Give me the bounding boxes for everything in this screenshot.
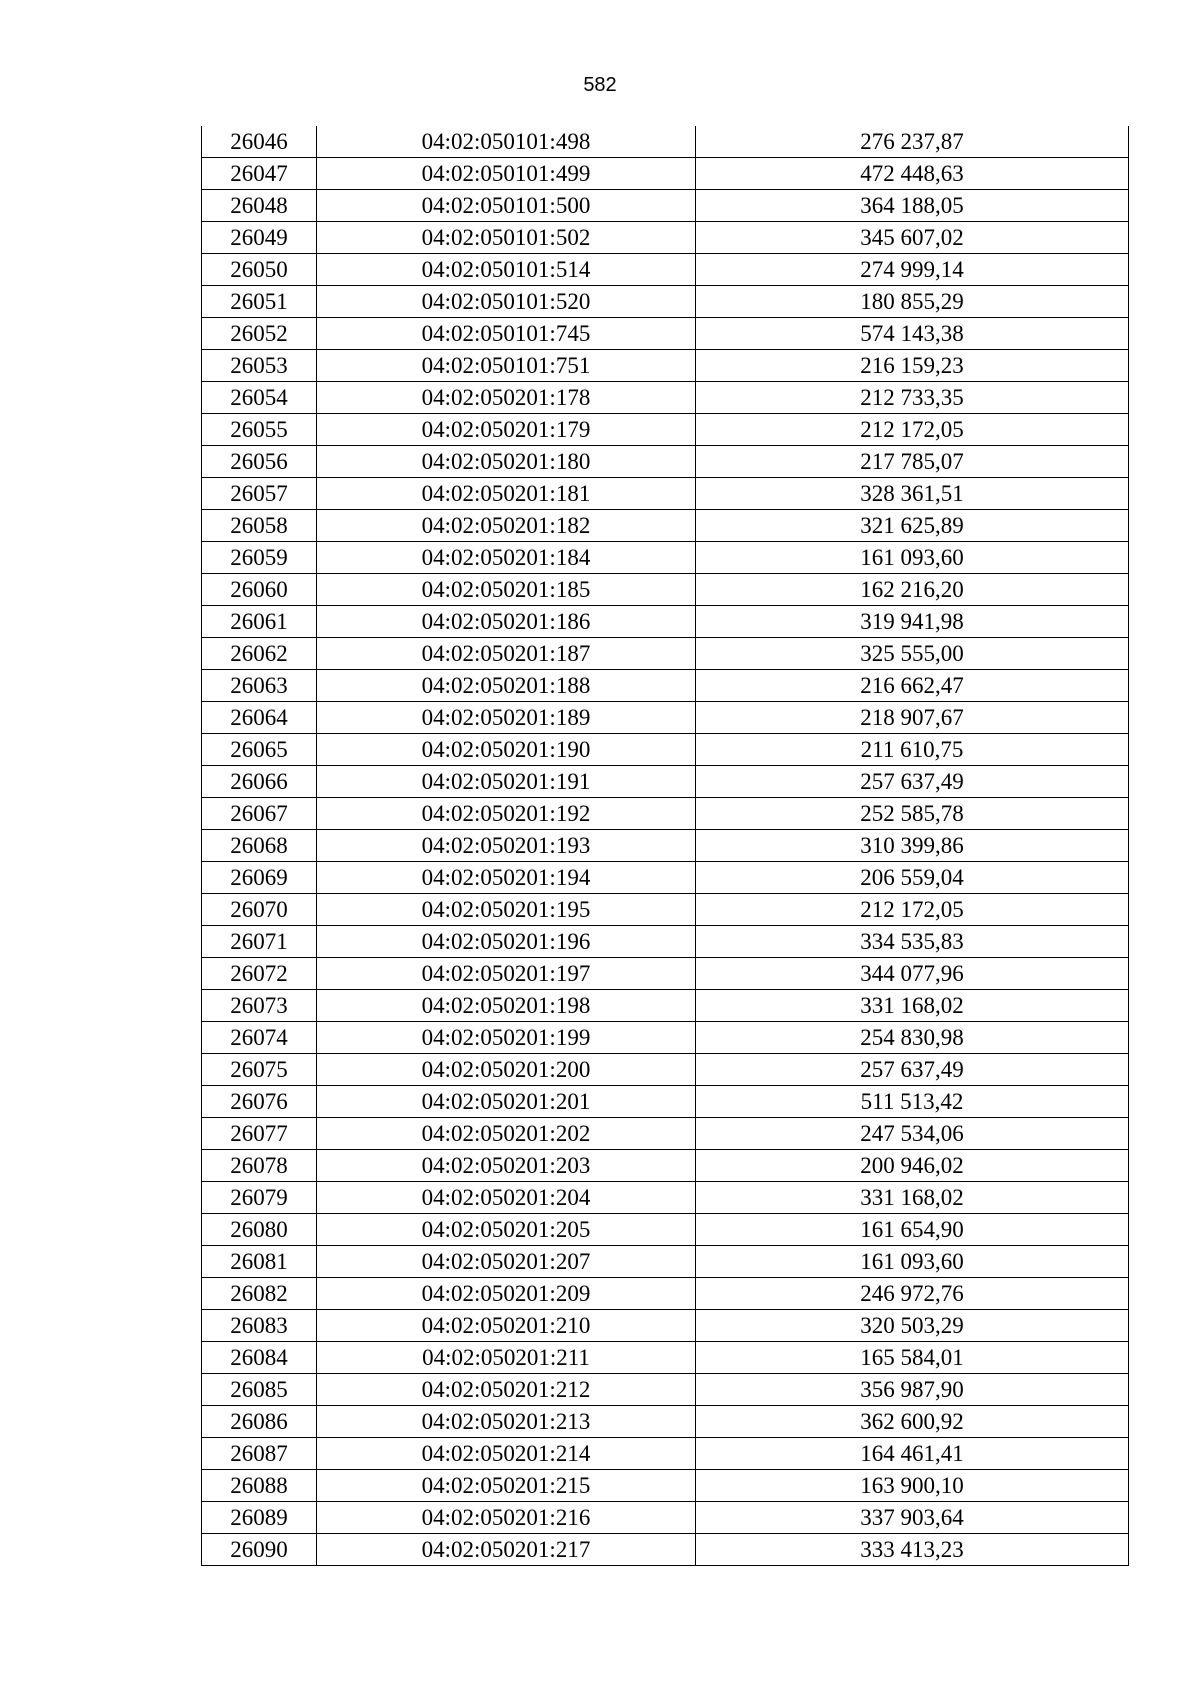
row-number-cell: 26064: [202, 702, 317, 734]
table-row: [202, 1118, 1129, 1150]
cadastral-number-cell: 04:02:050201:186: [317, 606, 696, 638]
cadastral-value-cell: 276 237,87: [696, 126, 1129, 158]
cadastral-value-cell: 161 654,90: [696, 1214, 1129, 1246]
cadastral-number-cell: 04:02:050101:500: [317, 190, 696, 222]
cadastral-value-cell: 333 413,23: [696, 1534, 1129, 1566]
cadastral-number-cell: 04:02:050201:195: [317, 894, 696, 926]
cadastral-value-cell: 345 607,02: [696, 222, 1129, 254]
cadastral-number-cell: 04:02:050201:199: [317, 1022, 696, 1054]
cadastral-number-cell: 04:02:050201:212: [317, 1374, 696, 1406]
cadastral-number-cell: 04:02:050201:200: [317, 1054, 696, 1086]
row-number-cell: 26086: [202, 1406, 317, 1438]
cadastral-number-cell: 04:02:050201:179: [317, 414, 696, 446]
cadastral-number-cell: 04:02:050101:498: [317, 126, 696, 158]
cadastral-number-cell: 04:02:050201:184: [317, 542, 696, 574]
table-row: [202, 894, 1129, 926]
cadastral-value-cell: 161 093,60: [696, 1246, 1129, 1278]
row-number-cell: 26069: [202, 862, 317, 894]
cadastral-number-cell: 04:02:050201:185: [317, 574, 696, 606]
table-row: [202, 1310, 1129, 1342]
cadastral-value-cell: 472 448,63: [696, 158, 1129, 190]
table-row: [202, 190, 1129, 222]
row-number-cell: 26072: [202, 958, 317, 990]
row-number-cell: 26090: [202, 1534, 317, 1566]
cadastral-value-cell: 211 610,75: [696, 734, 1129, 766]
table-row: [202, 766, 1129, 798]
table-row: [202, 1278, 1129, 1310]
table-row: [202, 830, 1129, 862]
cadastral-value-cell: 216 159,23: [696, 350, 1129, 382]
cadastral-number-cell: 04:02:050201:213: [317, 1406, 696, 1438]
row-number-cell: 26058: [202, 510, 317, 542]
cadastral-value-cell: 257 637,49: [696, 1054, 1129, 1086]
cadastral-value-cell: 331 168,02: [696, 990, 1129, 1022]
cadastral-value-cell: 337 903,64: [696, 1502, 1129, 1534]
table-row: [202, 542, 1129, 574]
cadastral-number-cell: 04:02:050201:214: [317, 1438, 696, 1470]
cadastral-number-cell: 04:02:050201:190: [317, 734, 696, 766]
row-number-cell: 26056: [202, 446, 317, 478]
row-number-cell: 26049: [202, 222, 317, 254]
table-row: [202, 1214, 1129, 1246]
row-number-cell: 26063: [202, 670, 317, 702]
row-number-cell: 26066: [202, 766, 317, 798]
cadastral-number-cell: 04:02:050201:207: [317, 1246, 696, 1278]
cadastral-value-cell: 254 830,98: [696, 1022, 1129, 1054]
table-row: [202, 478, 1129, 510]
table-row: [202, 158, 1129, 190]
cadastral-number-cell: 04:02:050201:202: [317, 1118, 696, 1150]
cadastral-number-cell: 04:02:050201:193: [317, 830, 696, 862]
table-row: [202, 926, 1129, 958]
row-number-cell: 26083: [202, 1310, 317, 1342]
table-row: [202, 1406, 1129, 1438]
row-number-cell: 26081: [202, 1246, 317, 1278]
page-number: 582: [583, 74, 617, 96]
table-row: [202, 670, 1129, 702]
row-number-cell: 26067: [202, 798, 317, 830]
cadastral-number-cell: 04:02:050201:189: [317, 702, 696, 734]
table-row: [202, 862, 1129, 894]
cadastral-value-cell: 356 987,90: [696, 1374, 1129, 1406]
table-row: [202, 126, 1129, 158]
table-row: [202, 1502, 1129, 1534]
table-row: [202, 446, 1129, 478]
cadastral-value-cell: 162 216,20: [696, 574, 1129, 606]
cadastral-value-cell: 328 361,51: [696, 478, 1129, 510]
cadastral-value-cell: 252 585,78: [696, 798, 1129, 830]
cadastral-number-cell: 04:02:050201:201: [317, 1086, 696, 1118]
table-row: [202, 606, 1129, 638]
table-row: [202, 1470, 1129, 1502]
row-number-cell: 26065: [202, 734, 317, 766]
row-number-cell: 26074: [202, 1022, 317, 1054]
row-number-cell: 26080: [202, 1214, 317, 1246]
table-row: [202, 1534, 1129, 1566]
cadastral-value-cell: 247 534,06: [696, 1118, 1129, 1150]
row-number-cell: 26088: [202, 1470, 317, 1502]
cadastral-value-cell: 217 785,07: [696, 446, 1129, 478]
cadastral-number-cell: 04:02:050201:194: [317, 862, 696, 894]
row-number-cell: 26059: [202, 542, 317, 574]
cadastral-value-cell: 325 555,00: [696, 638, 1129, 670]
cadastral-value-cell: 206 559,04: [696, 862, 1129, 894]
row-number-cell: 26057: [202, 478, 317, 510]
cadastral-number-cell: 04:02:050201:215: [317, 1470, 696, 1502]
cadastral-value-cell: 334 535,83: [696, 926, 1129, 958]
row-number-cell: 26078: [202, 1150, 317, 1182]
cadastral-value-table: [201, 126, 1129, 1566]
cadastral-value-cell: 319 941,98: [696, 606, 1129, 638]
cadastral-value-cell: 257 637,49: [696, 766, 1129, 798]
row-number-cell: 26046: [202, 126, 317, 158]
cadastral-number-cell: 04:02:050201:197: [317, 958, 696, 990]
row-number-cell: 26079: [202, 1182, 317, 1214]
row-number-cell: 26073: [202, 990, 317, 1022]
row-number-cell: 26054: [202, 382, 317, 414]
table-row: [202, 318, 1129, 350]
row-number-cell: 26068: [202, 830, 317, 862]
cadastral-number-cell: 04:02:050201:205: [317, 1214, 696, 1246]
cadastral-value-cell: 344 077,96: [696, 958, 1129, 990]
row-number-cell: 26076: [202, 1086, 317, 1118]
cadastral-value-cell: 165 584,01: [696, 1342, 1129, 1374]
cadastral-number-cell: 04:02:050201:192: [317, 798, 696, 830]
row-number-cell: 26048: [202, 190, 317, 222]
row-number-cell: 26050: [202, 254, 317, 286]
table-row: [202, 414, 1129, 446]
table-row: [202, 1246, 1129, 1278]
table-row: [202, 1374, 1129, 1406]
cadastral-number-cell: 04:02:050201:178: [317, 382, 696, 414]
cadastral-number-cell: 04:02:050101:520: [317, 286, 696, 318]
cadastral-value-cell: 320 503,29: [696, 1310, 1129, 1342]
cadastral-number-cell: 04:02:050101:499: [317, 158, 696, 190]
row-number-cell: 26070: [202, 894, 317, 926]
cadastral-value-cell: 574 143,38: [696, 318, 1129, 350]
table-row: [202, 1086, 1129, 1118]
cadastral-number-cell: 04:02:050201:180: [317, 446, 696, 478]
cadastral-number-cell: 04:02:050201:187: [317, 638, 696, 670]
row-number-cell: 26077: [202, 1118, 317, 1150]
row-number-cell: 26075: [202, 1054, 317, 1086]
row-number-cell: 26053: [202, 350, 317, 382]
cadastral-value-cell: 246 972,76: [696, 1278, 1129, 1310]
table-row: [202, 1054, 1129, 1086]
table-row: [202, 1022, 1129, 1054]
cadastral-number-cell: 04:02:050201:188: [317, 670, 696, 702]
cadastral-value-cell: 331 168,02: [696, 1182, 1129, 1214]
cadastral-value-cell: 164 461,41: [696, 1438, 1129, 1470]
table-row: [202, 702, 1129, 734]
cadastral-number-cell: 04:02:050201:196: [317, 926, 696, 958]
cadastral-number-cell: 04:02:050201:182: [317, 510, 696, 542]
row-number-cell: 26084: [202, 1342, 317, 1374]
cadastral-number-cell: 04:02:050201:191: [317, 766, 696, 798]
row-number-cell: 26055: [202, 414, 317, 446]
table-row: [202, 638, 1129, 670]
table-row: [202, 350, 1129, 382]
cadastral-value-cell: 163 900,10: [696, 1470, 1129, 1502]
row-number-cell: 26087: [202, 1438, 317, 1470]
table-row: [202, 734, 1129, 766]
row-number-cell: 26060: [202, 574, 317, 606]
table-row: [202, 254, 1129, 286]
cadastral-number-cell: 04:02:050201:203: [317, 1150, 696, 1182]
cadastral-number-cell: 04:02:050201:204: [317, 1182, 696, 1214]
cadastral-number-cell: 04:02:050201:198: [317, 990, 696, 1022]
table-body: [202, 126, 1129, 1566]
cadastral-number-cell: 04:02:050101:514: [317, 254, 696, 286]
table-row: [202, 286, 1129, 318]
cadastral-number-cell: 04:02:050101:502: [317, 222, 696, 254]
row-number-cell: 26089: [202, 1502, 317, 1534]
cadastral-number-cell: 04:02:050201:216: [317, 1502, 696, 1534]
cadastral-number-cell: 04:02:050201:217: [317, 1534, 696, 1566]
cadastral-value-cell: 310 399,86: [696, 830, 1129, 862]
cadastral-value-cell: 321 625,89: [696, 510, 1129, 542]
cadastral-value-cell: 212 733,35: [696, 382, 1129, 414]
cadastral-number-cell: 04:02:050201:210: [317, 1310, 696, 1342]
cadastral-number-cell: 04:02:050201:211: [317, 1342, 696, 1374]
cadastral-number-cell: 04:02:050101:745: [317, 318, 696, 350]
cadastral-value-table-container: [201, 126, 1129, 1566]
row-number-cell: 26062: [202, 638, 317, 670]
cadastral-number-cell: 04:02:050101:751: [317, 350, 696, 382]
table-row: [202, 574, 1129, 606]
table-row: [202, 990, 1129, 1022]
table-row: [202, 382, 1129, 414]
table-row: [202, 1150, 1129, 1182]
cadastral-value-cell: 216 662,47: [696, 670, 1129, 702]
row-number-cell: 26085: [202, 1374, 317, 1406]
table-row: [202, 510, 1129, 542]
cadastral-value-cell: 274 999,14: [696, 254, 1129, 286]
row-number-cell: 26082: [202, 1278, 317, 1310]
row-number-cell: 26051: [202, 286, 317, 318]
table-row: [202, 1438, 1129, 1470]
cadastral-number-cell: 04:02:050201:209: [317, 1278, 696, 1310]
row-number-cell: 26052: [202, 318, 317, 350]
cadastral-value-cell: 212 172,05: [696, 414, 1129, 446]
cadastral-value-cell: 180 855,29: [696, 286, 1129, 318]
cadastral-value-cell: 200 946,02: [696, 1150, 1129, 1182]
cadastral-value-cell: 511 513,42: [696, 1086, 1129, 1118]
table-row: [202, 798, 1129, 830]
cadastral-value-cell: 364 188,05: [696, 190, 1129, 222]
cadastral-value-cell: 161 093,60: [696, 542, 1129, 574]
table-row: [202, 222, 1129, 254]
row-number-cell: 26047: [202, 158, 317, 190]
row-number-cell: 26071: [202, 926, 317, 958]
table-row: [202, 1342, 1129, 1374]
cadastral-value-cell: 218 907,67: [696, 702, 1129, 734]
table-row: [202, 958, 1129, 990]
cadastral-value-cell: 212 172,05: [696, 894, 1129, 926]
row-number-cell: 26061: [202, 606, 317, 638]
cadastral-number-cell: 04:02:050201:181: [317, 478, 696, 510]
table-row: [202, 1182, 1129, 1214]
cadastral-value-cell: 362 600,92: [696, 1406, 1129, 1438]
